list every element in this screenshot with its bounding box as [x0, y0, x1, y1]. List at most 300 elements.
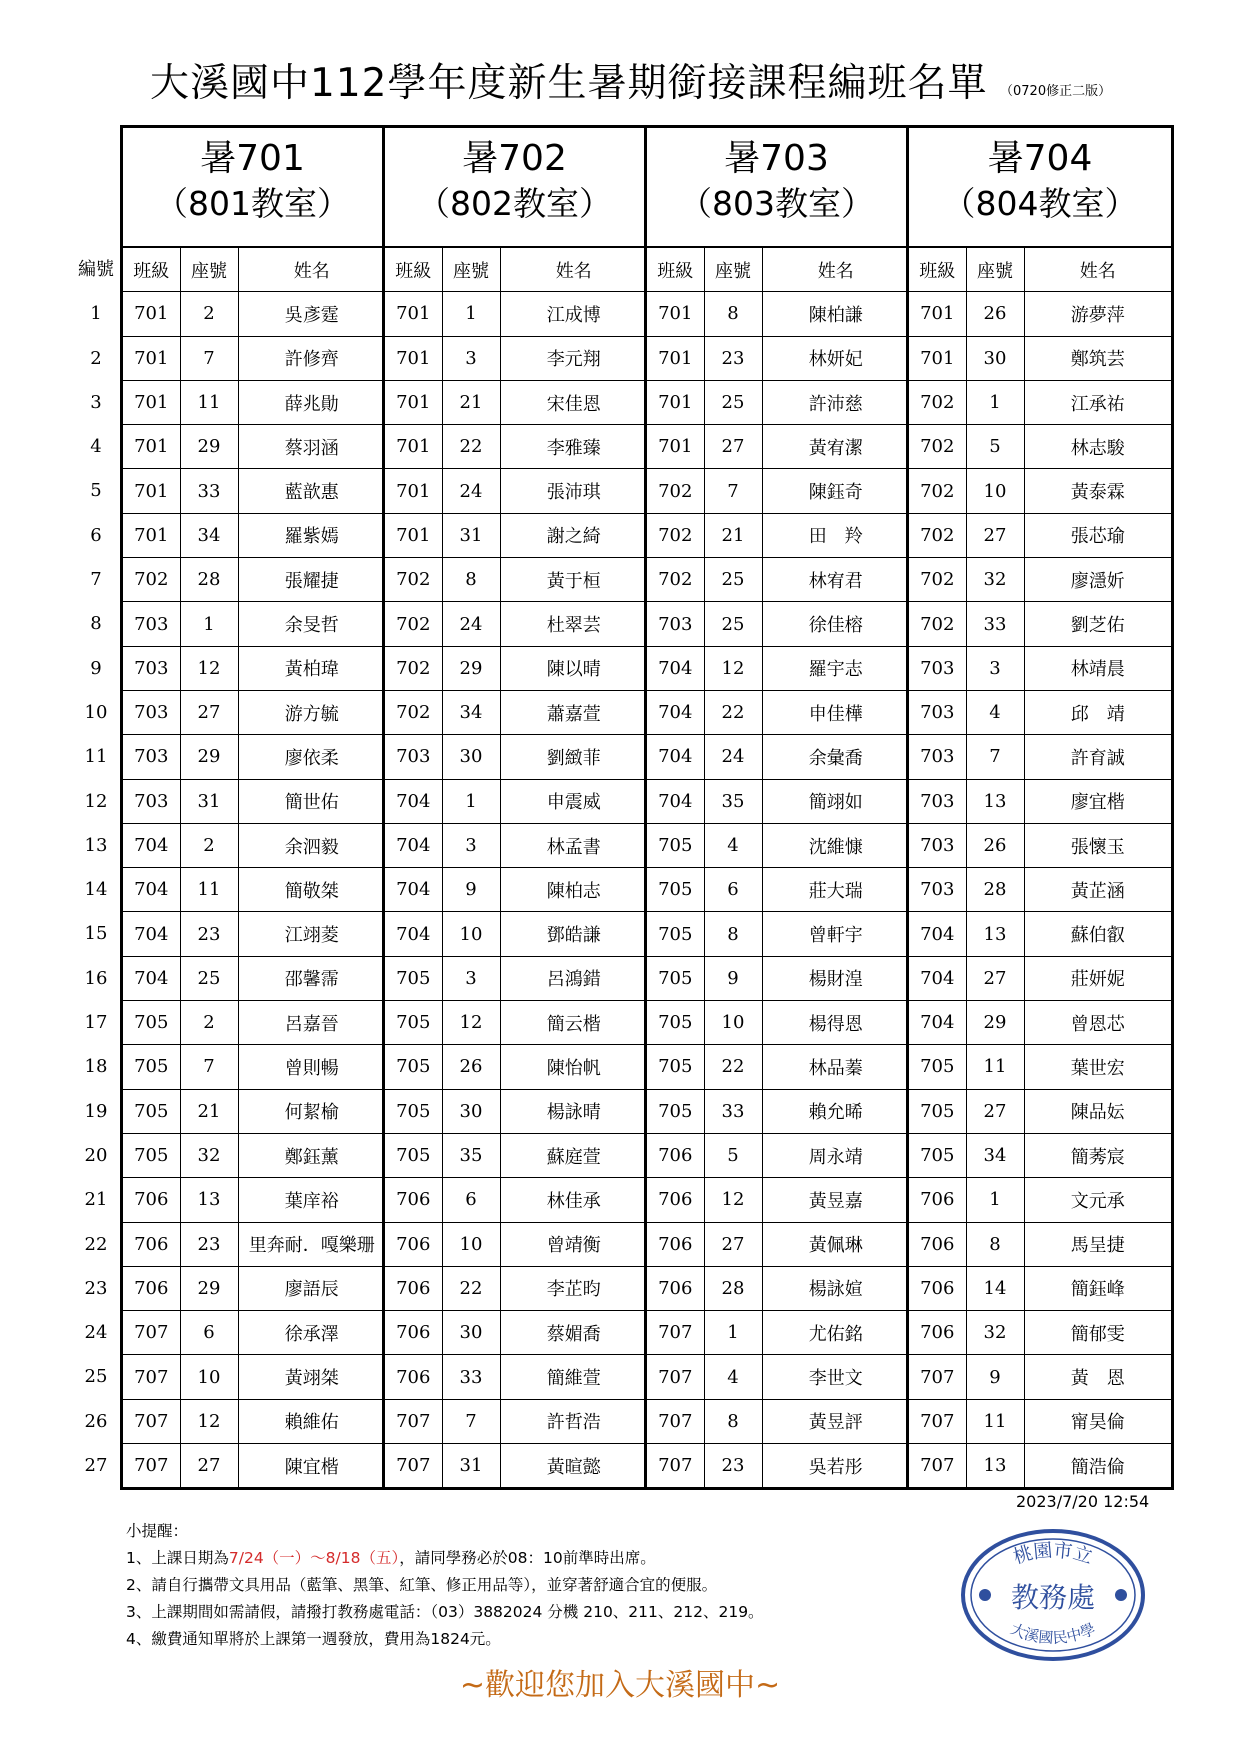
class-cell: 704 [123, 956, 180, 1000]
table-row [647, 1001, 909, 1045]
table-row [909, 823, 1171, 867]
seat-cell: 8 [442, 558, 500, 602]
seat-cell: 12 [180, 646, 238, 690]
class-group-room: （802教室） [417, 184, 612, 223]
seat-cell: 23 [180, 912, 238, 956]
table-row [647, 469, 909, 513]
table-row [123, 380, 385, 424]
table-row [123, 1399, 385, 1443]
seat-cell: 10 [442, 1222, 500, 1266]
name-cell: 劉緻菲 [500, 735, 647, 779]
title-area [0, 48, 1240, 108]
class-cell: 703 [647, 602, 704, 646]
class-cell: 705 [647, 1045, 704, 1089]
seat-cell: 27 [704, 1222, 762, 1266]
name-cell: 黃翊桀 [238, 1355, 385, 1399]
name-cell: 葉世宏 [1024, 1045, 1171, 1089]
seat-cell: 1 [442, 779, 500, 823]
table-row [647, 1355, 909, 1399]
seat-cell: 4 [966, 690, 1024, 734]
class-cell: 707 [647, 1355, 704, 1399]
row-number: 27 [84, 1455, 108, 1477]
class-cell: 703 [123, 690, 180, 734]
name-cell: 鄧皓謙 [500, 912, 647, 956]
table-row [909, 336, 1171, 380]
name-cell: 張懷玉 [1024, 823, 1171, 867]
seat-cell: 6 [442, 1178, 500, 1222]
row-number: 5 [90, 480, 102, 502]
name-cell: 楊得恩 [762, 1001, 909, 1045]
header-row [647, 248, 909, 292]
name-cell: 吳彥霆 [238, 292, 385, 336]
row-number: 24 [84, 1322, 108, 1344]
class-cell: 705 [385, 1001, 442, 1045]
class-cell: 706 [647, 1266, 704, 1310]
class-cell: 706 [909, 1178, 966, 1222]
name-cell: 林妍妃 [762, 336, 909, 380]
name-cell: 杜翠芸 [500, 602, 647, 646]
seat-cell: 34 [966, 1133, 1024, 1177]
name-cell: 黃泰霖 [1024, 469, 1171, 513]
row-number: 21 [84, 1189, 108, 1211]
seat-cell: 13 [966, 912, 1024, 956]
name-cell: 周永靖 [762, 1133, 909, 1177]
class-cell: 706 [123, 1266, 180, 1310]
name-cell: 曾恩芯 [1024, 1001, 1171, 1045]
name-cell: 劉芝佑 [1024, 602, 1171, 646]
reminder-heading: 小提醒： [126, 1522, 189, 1540]
table-row [909, 1399, 1171, 1443]
class-cell: 704 [909, 956, 966, 1000]
reminder-notes [126, 1518, 764, 1653]
class-cell: 705 [123, 1089, 180, 1133]
name-cell: 羅紫嫣 [238, 513, 385, 557]
table-row [123, 735, 385, 779]
class-cell: 707 [123, 1311, 180, 1355]
reminder-line-2: 2、請自行攜帶文具用品（藍筆、黑筆、紅筆、修正用品等），並穿著舒適合宜的便服。 [126, 1576, 718, 1594]
name-cell: 林佳承 [500, 1178, 647, 1222]
name-cell: 莊大瑞 [762, 868, 909, 912]
name-cell: 尤佑銘 [762, 1311, 909, 1355]
seat-cell: 9 [442, 868, 500, 912]
table-row [385, 1222, 647, 1266]
name-cell: 黃佩琳 [762, 1222, 909, 1266]
seat-cell: 30 [442, 735, 500, 779]
name-cell: 李世文 [762, 1355, 909, 1399]
name-cell: 賴維佑 [238, 1399, 385, 1443]
seat-cell: 23 [180, 1222, 238, 1266]
seat-cell: 33 [966, 602, 1024, 646]
seat-cell: 29 [180, 425, 238, 469]
class-cell: 707 [909, 1355, 966, 1399]
seat-cell: 29 [442, 646, 500, 690]
seat-cell: 25 [704, 380, 762, 424]
name-cell: 馬呈捷 [1024, 1222, 1171, 1266]
table-row [123, 912, 385, 956]
table-row [123, 690, 385, 734]
name-cell: 許沛慈 [762, 380, 909, 424]
class-cell: 703 [123, 646, 180, 690]
row-number: 26 [84, 1410, 108, 1432]
class-cell: 706 [909, 1222, 966, 1266]
class-cell: 707 [385, 1399, 442, 1443]
table-row [123, 425, 385, 469]
name-header: 姓名 [238, 248, 385, 292]
seat-cell: 29 [180, 1266, 238, 1310]
table-row [647, 1266, 909, 1310]
row-number: 18 [84, 1056, 108, 1078]
class-group-room: （801教室） [155, 184, 350, 223]
class-cell: 704 [123, 868, 180, 912]
table-row [647, 779, 909, 823]
name-cell: 許哲浩 [500, 1399, 647, 1443]
table-row [647, 868, 909, 912]
class-header: 班級 [647, 248, 704, 292]
reminder-line-4: 4、繳費通知單將於上課第一週發放，費用為1824元。 [126, 1630, 501, 1648]
header-row [909, 248, 1171, 292]
table-row [909, 1001, 1171, 1045]
seat-cell: 28 [704, 1266, 762, 1310]
table-row [909, 690, 1171, 734]
seat-cell: 7 [966, 735, 1024, 779]
class-cell: 702 [909, 558, 966, 602]
seat-cell: 1 [442, 292, 500, 336]
name-cell: 簡郁雯 [1024, 1311, 1171, 1355]
row-number: 11 [84, 746, 108, 768]
welcome-message: ~歡迎您加入大溪國中~ [459, 1668, 781, 1703]
name-cell: 黃宥潔 [762, 425, 909, 469]
table-row [909, 646, 1171, 690]
class-group-table [123, 248, 385, 1487]
class-cell: 707 [647, 1444, 704, 1488]
table-row [385, 779, 647, 823]
table-row [385, 1444, 647, 1488]
class-cell: 705 [647, 1001, 704, 1045]
name-cell: 謝之綺 [500, 513, 647, 557]
class-cell: 703 [909, 735, 966, 779]
seat-cell: 1 [966, 380, 1024, 424]
table-row [385, 690, 647, 734]
name-cell: 申佳樺 [762, 690, 909, 734]
name-cell: 徐佳榕 [762, 602, 909, 646]
class-cell: 701 [123, 292, 180, 336]
name-cell: 呂嘉晉 [238, 1001, 385, 1045]
class-cell: 706 [647, 1178, 704, 1222]
name-cell: 許修齊 [238, 336, 385, 380]
table-row [909, 513, 1171, 557]
class-cell: 702 [385, 558, 442, 602]
table-row [647, 558, 909, 602]
name-cell: 黃 恩 [1024, 1355, 1171, 1399]
name-cell: 林志駿 [1024, 425, 1171, 469]
seat-cell: 3 [442, 956, 500, 1000]
class-cell: 702 [909, 469, 966, 513]
table-row [647, 380, 909, 424]
class-cell: 702 [123, 558, 180, 602]
seat-cell: 6 [704, 868, 762, 912]
name-cell: 林孟書 [500, 823, 647, 867]
office-seal [958, 1525, 1148, 1665]
name-cell: 黃芷涵 [1024, 868, 1171, 912]
name-cell: 宋佳恩 [500, 380, 647, 424]
table-row [385, 912, 647, 956]
class-cell: 702 [909, 602, 966, 646]
table-row [647, 1444, 909, 1488]
class-cell: 705 [123, 1045, 180, 1089]
name-cell: 曾軒宇 [762, 912, 909, 956]
table-row [123, 1001, 385, 1045]
name-cell: 邱 靖 [1024, 690, 1171, 734]
table-row [123, 1266, 385, 1310]
name-cell: 黃暄懿 [546, 1456, 601, 1478]
class-cell: 701 [647, 292, 704, 336]
table-row [123, 646, 385, 690]
seat-cell: 5 [966, 425, 1024, 469]
seat-cell: 7 [180, 336, 238, 380]
table-row [385, 292, 647, 336]
name-cell: 廖語辰 [238, 1266, 385, 1310]
class-cell: 705 [647, 1089, 704, 1133]
table-row [123, 956, 385, 1000]
row-number: 19 [84, 1100, 108, 1122]
table-row [385, 558, 647, 602]
name-cell: 莊妍妮 [1024, 956, 1171, 1000]
table-row [385, 1133, 647, 1177]
row-number: 10 [84, 701, 108, 723]
class-cell: 706 [647, 1222, 704, 1266]
class-header: 班級 [385, 248, 442, 292]
class-cell: 701 [647, 336, 704, 380]
seat-cell: 3 [442, 336, 500, 380]
class-group [909, 128, 1171, 1487]
seat-cell: 24 [442, 602, 500, 646]
name-cell: 廖宜楷 [1024, 779, 1171, 823]
seat-cell: 12 [442, 1001, 500, 1045]
row-number: 3 [90, 391, 102, 413]
seat-cell: 27 [966, 956, 1024, 1000]
table-row [385, 646, 647, 690]
table-row [647, 292, 909, 336]
class-cell: 701 [123, 380, 180, 424]
seat-cell: 31 [442, 513, 500, 557]
class-cell: 704 [385, 823, 442, 867]
table-row [385, 735, 647, 779]
seat-cell: 1 [180, 602, 238, 646]
class-group-header [123, 128, 382, 248]
class-cell: 701 [385, 425, 442, 469]
class-cell: 702 [385, 602, 442, 646]
table-row [647, 912, 909, 956]
seat-cell: 32 [180, 1133, 238, 1177]
seat-cell: 35 [704, 779, 762, 823]
seat-cell: 4 [704, 823, 762, 867]
table-row [647, 823, 909, 867]
row-number: 2 [90, 347, 102, 369]
name-cell: 蕭嘉萱 [500, 690, 647, 734]
class-group [385, 128, 647, 1487]
class-cell: 707 [385, 1444, 442, 1488]
seat-cell: 7 [180, 1045, 238, 1089]
class-cell: 703 [909, 646, 966, 690]
seat-cell: 10 [180, 1355, 238, 1399]
table-row [909, 558, 1171, 602]
table-row [123, 779, 385, 823]
class-cell: 704 [647, 779, 704, 823]
class-cell: 704 [123, 823, 180, 867]
seal-emblem-left [979, 1589, 991, 1601]
class-cell: 701 [385, 380, 442, 424]
row-number: 17 [84, 1012, 108, 1034]
class-cell: 701 [385, 292, 442, 336]
seat-cell: 8 [704, 912, 762, 956]
table-row [385, 602, 647, 646]
class-cell: 702 [647, 558, 704, 602]
name-cell: 沈維慷 [762, 823, 909, 867]
class-group-header [647, 128, 906, 248]
table-row [123, 558, 385, 602]
name-cell: 蘇庭萱 [500, 1133, 647, 1177]
table-row [385, 868, 647, 912]
class-cell: 702 [909, 380, 966, 424]
class-cell: 704 [385, 912, 442, 956]
class-cell: 706 [385, 1266, 442, 1310]
name-cell: 黃昱評 [762, 1399, 909, 1443]
name-cell: 江翊菱 [238, 912, 385, 956]
seat-header: 座號 [966, 248, 1024, 292]
class-cell: 704 [647, 735, 704, 779]
row-number: 16 [84, 967, 108, 989]
name-cell: 余彙喬 [762, 735, 909, 779]
class-cell: 701 [123, 425, 180, 469]
class-cell: 705 [647, 912, 704, 956]
class-group-room: （804教室） [942, 184, 1138, 223]
class-cell: 701 [909, 292, 966, 336]
class-cell: 705 [647, 868, 704, 912]
row-number: 12 [84, 790, 108, 812]
seat-cell: 5 [704, 1133, 762, 1177]
seat-cell: 1 [704, 1311, 762, 1355]
table-row [385, 425, 647, 469]
name-header: 姓名 [1024, 248, 1171, 292]
name-cell: 陳以晴 [500, 646, 647, 690]
class-cell: 707 [909, 1444, 966, 1488]
table-row [385, 1089, 647, 1133]
table-row [123, 1133, 385, 1177]
class-cell: 706 [385, 1222, 442, 1266]
table-row [909, 1178, 1171, 1222]
class-cell: 705 [385, 1089, 442, 1133]
seat-cell: 25 [704, 558, 762, 602]
header-row [123, 248, 385, 292]
seat-header: 座號 [442, 248, 500, 292]
name-cell: 李芷昀 [500, 1266, 647, 1310]
class-cell: 702 [385, 690, 442, 734]
table-row [647, 1222, 909, 1266]
name-cell: 簡翊如 [762, 779, 909, 823]
name-cell: 文元承 [1024, 1178, 1171, 1222]
table-row [123, 513, 385, 557]
name-cell: 藍歆惠 [238, 469, 385, 513]
table-row [909, 1133, 1171, 1177]
seat-cell: 6 [180, 1311, 238, 1355]
name-cell: 葉庠裕 [238, 1178, 385, 1222]
seat-cell: 21 [442, 380, 500, 424]
table-row [647, 646, 909, 690]
row-number: 22 [84, 1233, 108, 1255]
table-row [385, 1001, 647, 1045]
seat-cell: 32 [966, 1311, 1024, 1355]
table-row [647, 336, 909, 380]
class-cell: 705 [123, 1001, 180, 1045]
name-cell: 廖依柔 [238, 735, 385, 779]
seat-cell: 33 [704, 1089, 762, 1133]
table-row [647, 1178, 909, 1222]
seat-cell: 25 [180, 956, 238, 1000]
row-number: 6 [90, 524, 102, 546]
seat-cell: 32 [966, 558, 1024, 602]
seat-cell: 26 [442, 1045, 500, 1089]
seat-cell: 10 [704, 1001, 762, 1045]
class-cell: 706 [385, 1311, 442, 1355]
class-cell: 705 [385, 1045, 442, 1089]
class-cell: 704 [647, 690, 704, 734]
class-group-room: （803教室） [679, 184, 874, 223]
table-row [123, 602, 385, 646]
seat-cell: 11 [180, 380, 238, 424]
row-number: 1 [90, 303, 102, 325]
timestamp: 2023/7/20 12:54 [1016, 1492, 1150, 1511]
row-number: 20 [84, 1144, 108, 1166]
name-cell: 張沛琪 [500, 469, 647, 513]
name-cell: 里奔耐．嘎樂珊 [238, 1222, 385, 1266]
class-group-name: 暑704 [987, 138, 1093, 179]
table-row [385, 469, 647, 513]
seat-cell: 26 [966, 823, 1024, 867]
roster-table [120, 125, 1174, 1490]
table-row [909, 735, 1171, 779]
table-row [123, 1311, 385, 1355]
class-cell: 705 [385, 956, 442, 1000]
table-row [123, 1178, 385, 1222]
seat-cell: 8 [966, 1222, 1024, 1266]
seal-bottom-text: 大溪國民中學 [1007, 1619, 1099, 1648]
seat-cell: 22 [442, 1266, 500, 1310]
seat-cell: 30 [442, 1311, 500, 1355]
class-cell: 705 [909, 1089, 966, 1133]
table-row [647, 1133, 909, 1177]
class-cell: 703 [909, 868, 966, 912]
class-cell: 705 [123, 1133, 180, 1177]
name-cell: 簡世佑 [238, 779, 385, 823]
table-row [123, 1444, 385, 1488]
name-cell: 張耀捷 [238, 558, 385, 602]
seat-cell: 11 [180, 868, 238, 912]
seat-cell: 27 [704, 425, 762, 469]
row-number: 7 [90, 569, 102, 591]
class-group-table [909, 248, 1171, 1487]
name-cell: 游夢萍 [1024, 292, 1171, 336]
row-number: 8 [90, 613, 102, 635]
name-cell: 李雅臻 [500, 425, 647, 469]
table-row [123, 868, 385, 912]
seat-cell: 29 [966, 1001, 1024, 1045]
seat-cell: 28 [966, 868, 1024, 912]
seat-cell: 27 [180, 1444, 238, 1488]
row-number: 25 [84, 1366, 108, 1388]
name-cell: 陳怡帆 [500, 1045, 647, 1089]
name-cell: 游方毓 [238, 690, 385, 734]
seat-cell: 2 [180, 1001, 238, 1045]
